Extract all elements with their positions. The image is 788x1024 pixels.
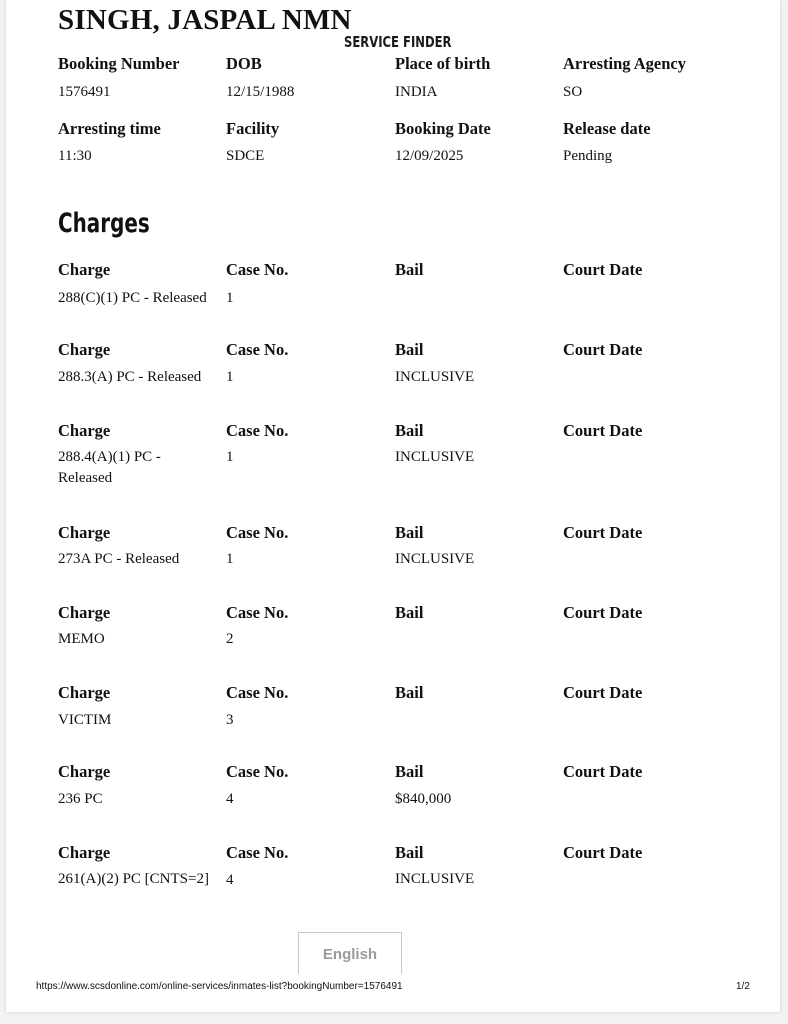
charge-label: Charge — [58, 421, 111, 440]
dob-label: DOB — [226, 54, 262, 73]
case-no-value: 3 — [226, 712, 234, 728]
place-of-birth-label: Place of birth — [395, 54, 491, 73]
case-no-value: 1 — [226, 449, 234, 465]
charge-value: 261(A)(2) PC [CNTS=2] — [58, 871, 209, 887]
case-no-value: 4 — [226, 791, 234, 807]
case-no-label: Case No. — [226, 762, 289, 781]
arresting-time-label: Arresting time — [58, 119, 161, 138]
charge-label: Charge — [58, 762, 111, 781]
court-date-label: Court Date — [563, 683, 643, 702]
court-date-label: Court Date — [563, 603, 643, 622]
bail-value: INCLUSIVE — [395, 551, 475, 567]
booking-date-label: Booking Date — [395, 119, 491, 138]
bail-label: Bail — [395, 762, 424, 781]
bail-label: Bail — [395, 683, 424, 702]
booking-number-value: 1576491 — [58, 84, 111, 100]
release-date-value: Pending — [563, 148, 613, 164]
booking-date-value: 12/09/2025 — [395, 148, 464, 164]
case-no-value: 2 — [226, 631, 234, 647]
court-date-label: Court Date — [563, 421, 643, 440]
bail-label: Bail — [395, 603, 424, 622]
booking-number-label: Booking Number — [58, 54, 180, 73]
release-date-label: Release date — [563, 119, 651, 138]
bail-label: Bail — [395, 421, 424, 440]
case-no-value: 1 — [226, 369, 234, 385]
service-finder-watermark: SERVICE FINDER — [344, 33, 452, 51]
dob-value: 12/15/1988 — [226, 84, 295, 100]
bail-label: Bail — [395, 260, 424, 279]
case-no-label: Case No. — [226, 421, 289, 440]
english-language-button[interactable]: English — [298, 932, 402, 974]
charge-value: 273A PC - Released — [58, 551, 180, 567]
case-no-label: Case No. — [226, 603, 289, 622]
court-date-label: Court Date — [563, 762, 643, 781]
bail-value: INCLUSIVE — [395, 871, 475, 887]
bail-value: $840,000 — [395, 791, 452, 807]
facility-label: Facility — [226, 119, 280, 138]
case-no-value: 4 — [226, 872, 234, 888]
arresting-time-value: 11:30 — [58, 148, 92, 164]
charge-label: Charge — [58, 603, 111, 622]
case-no-label: Case No. — [226, 683, 289, 702]
charge-value: 236 PC — [58, 791, 103, 807]
case-no-label: Case No. — [226, 843, 289, 862]
document-page — [6, 0, 780, 1012]
bail-value: INCLUSIVE — [395, 449, 475, 465]
charge-value: VICTIM — [58, 712, 112, 728]
arresting-agency-value: SO — [563, 84, 583, 100]
bail-label: Bail — [395, 843, 424, 862]
place-of-birth-value: INDIA — [395, 84, 438, 100]
case-no-label: Case No. — [226, 260, 289, 279]
facility-value: SDCE — [226, 148, 265, 164]
court-date-label: Court Date — [563, 843, 643, 862]
charge-value: 288.4(A)(1) PC - Released — [58, 449, 161, 486]
inmate-name: SINGH, JASPAL NMN — [58, 4, 352, 36]
arresting-agency-label: Arresting Agency — [563, 54, 686, 73]
charge-value: 288(C)(1) PC - Released — [58, 290, 207, 306]
case-no-value: 1 — [226, 290, 234, 306]
case-no-value: 1 — [226, 551, 234, 567]
charge-label: Charge — [58, 683, 111, 702]
charge-value: MEMO — [58, 631, 105, 647]
court-date-label: Court Date — [563, 260, 643, 279]
footer-url: https://www.scsdonline.com/online-services/inmates-list?bookingNumber=1576491 — [36, 981, 403, 992]
case-no-label: Case No. — [226, 523, 289, 542]
charge-label: Charge — [58, 843, 111, 862]
charges-heading: Charges — [58, 208, 150, 239]
charge-label: Charge — [58, 260, 111, 279]
bail-label: Bail — [395, 340, 424, 359]
bail-label: Bail — [395, 523, 424, 542]
court-date-label: Court Date — [563, 340, 643, 359]
court-date-label: Court Date — [563, 523, 643, 542]
bail-value: INCLUSIVE — [395, 369, 475, 385]
charge-value: 288.3(A) PC - Released — [58, 369, 202, 385]
case-no-label: Case No. — [226, 340, 289, 359]
page-number: 1/2 — [736, 981, 750, 992]
charge-label: Charge — [58, 523, 111, 542]
charge-label: Charge — [58, 340, 111, 359]
